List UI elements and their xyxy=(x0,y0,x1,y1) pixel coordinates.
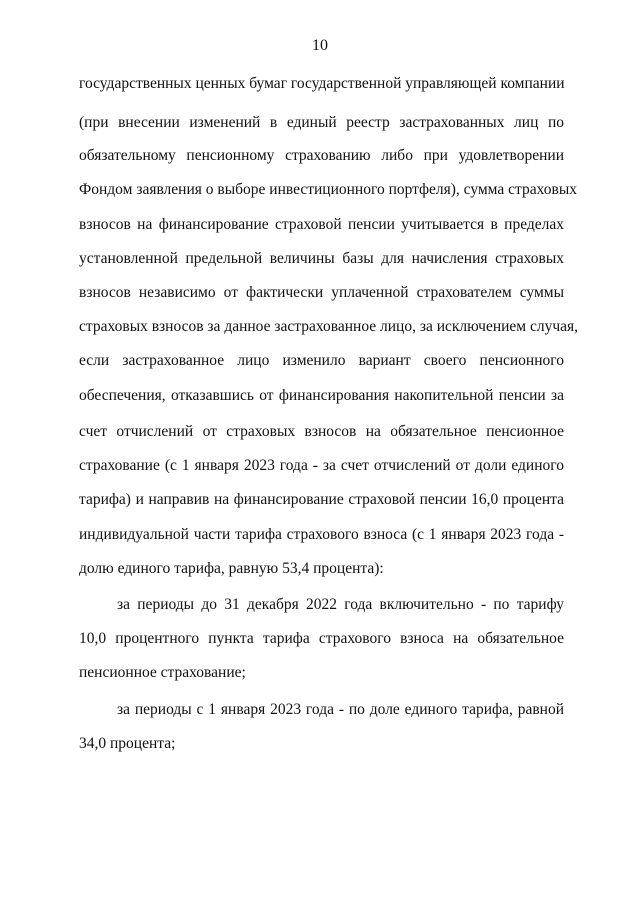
text-line: долю единого тарифа, равную 53,4 процента): xyxy=(79,560,384,577)
text-line: (при внесении изменений в единый реестр застрахованных лиц по xyxy=(79,114,564,131)
text-line: 10,0 процентного пункта тарифа страхового взноса на обязательное xyxy=(79,630,564,647)
text-line: Фондом заявления о выборе инвестиционного портфеля), сумма страховых xyxy=(79,181,577,198)
text-line: установленной предельной величины базы для начисления страховых xyxy=(79,250,564,267)
text-line: 34,0 процента; xyxy=(79,735,176,752)
text-line: обязательному пенсионному страхованию либо при удовлетворении xyxy=(79,147,564,164)
text-line: тарифа) и направив на финансирование страховой пенсии 16,0 процента xyxy=(79,491,564,508)
text-line: за периоды с 1 января 2023 года - по доле единого тарифа, равной xyxy=(117,701,564,718)
text-line: страхование (с 1 января 2023 года - за счет отчислений от доли единого xyxy=(79,457,564,474)
page-number: 10 xyxy=(312,37,328,54)
text-line: государственных ценных бумаг государственной управляющей компании xyxy=(79,75,565,92)
text-line: пенсионное страхование; xyxy=(79,664,246,681)
text-line: индивидуальной части тарифа страхового взноса (с 1 января 2023 года - xyxy=(79,526,564,543)
text-line: взносов на финансирование страховой пенсии учитывается в пределах xyxy=(79,216,564,233)
text-line: если застрахованное лицо изменило вариант своего пенсионного xyxy=(79,352,564,369)
text-line: страховых взносов за данное застрахованное лицо, за исключением случая, xyxy=(79,318,579,335)
text-line: взносов независимо от фактически уплаченной страхователем суммы xyxy=(79,284,564,301)
text-line: за периоды до 31 декабря 2022 года включительно - по тарифу xyxy=(117,596,564,613)
text-line: счет отчислений от страховых взносов на обязательное пенсионное xyxy=(79,423,564,440)
text-line: обеспечения, отказавшись от финансирования накопительной пенсии за xyxy=(79,387,564,404)
